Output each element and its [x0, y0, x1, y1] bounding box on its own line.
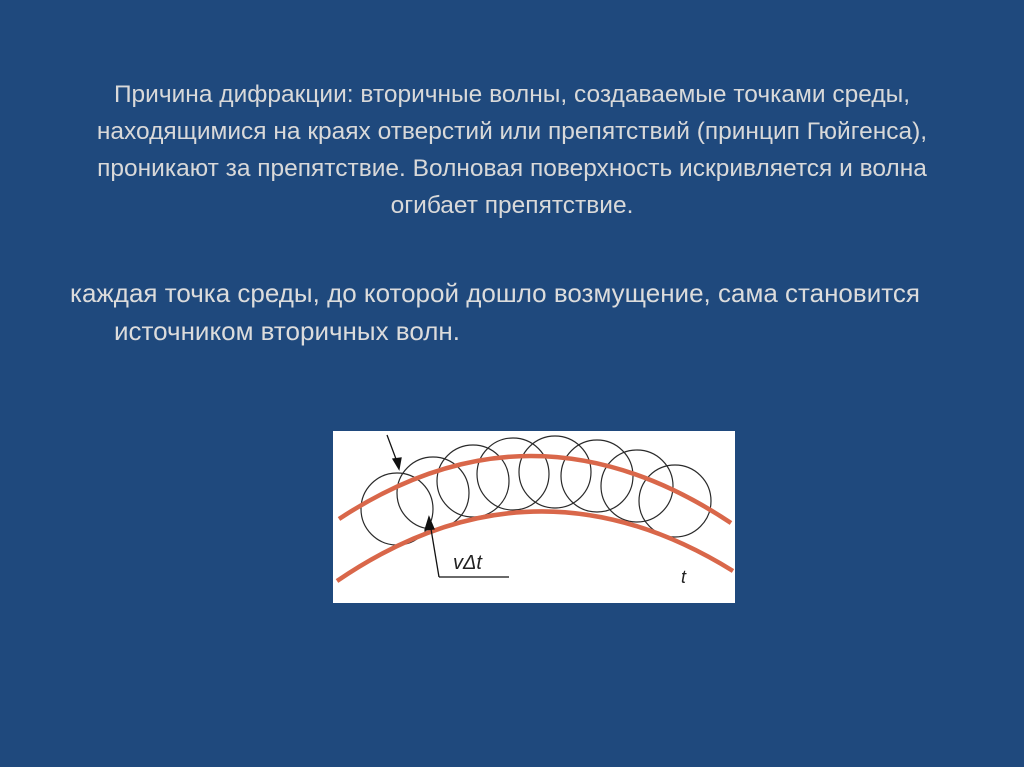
wavelet-5	[519, 436, 591, 508]
wavelet-4	[477, 438, 549, 510]
label-t: t	[681, 567, 687, 587]
diffraction-cause-text: Причина дифракции: вторичные волны, создаваемые точками среды, находящимися на краях отверстий или препятствий (принцип Гюйгенса), проникают за препятствие. Волновая поверхность искривляется и волна огибает препятствие.	[96, 81, 928, 219]
huygens-principle-text: каждая точка среды, до которой дошло возмущение, сама становится источником вторичных волн.	[70, 278, 920, 346]
label-v-delta-t: vΔt	[453, 552, 482, 574]
wavefront-diagram	[333, 431, 735, 603]
wavelet-6	[561, 440, 633, 512]
huygens-wavefront-figure	[333, 431, 735, 603]
